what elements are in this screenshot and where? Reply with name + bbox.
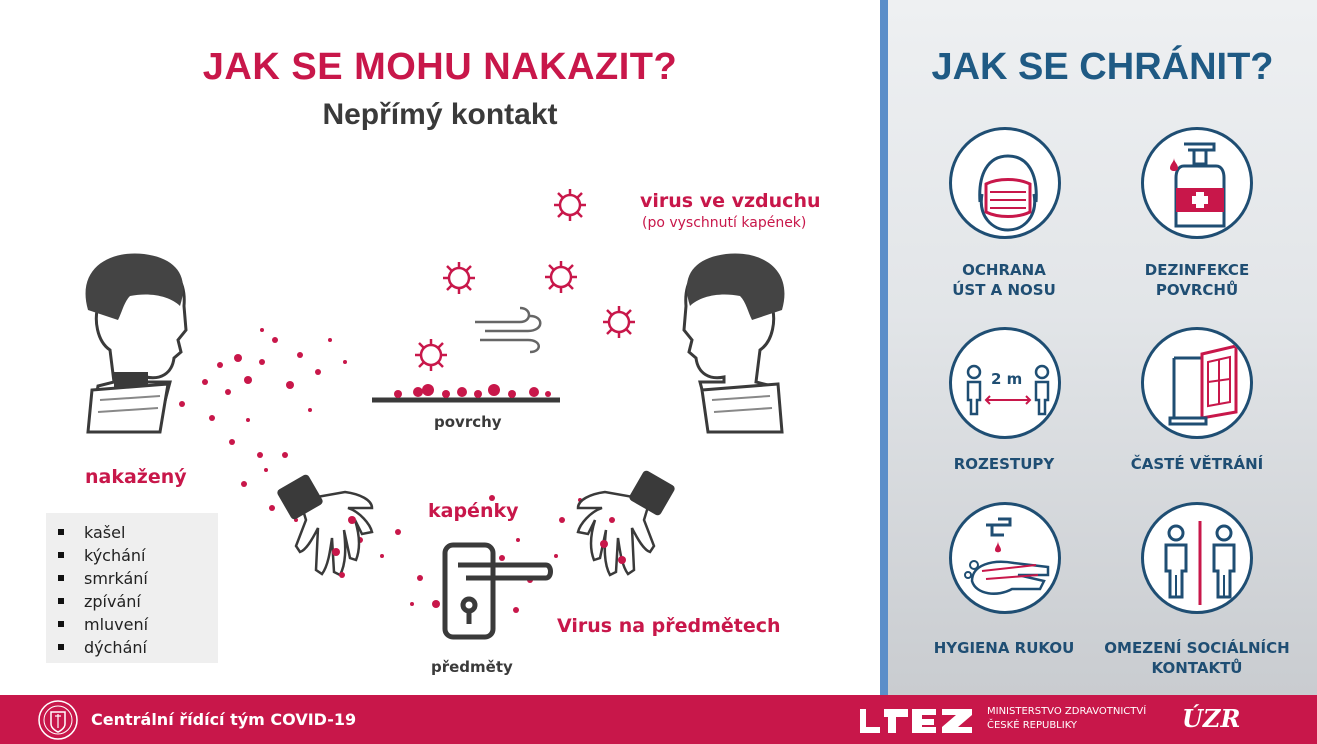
list-item: zpívání	[58, 590, 218, 613]
protection-title: JAK SE CHRÁNIT?	[931, 46, 1274, 88]
distance-icon	[949, 327, 1061, 439]
social-contacts-label: OMEZENÍ SOCIÁLNÍCH KONTAKTŮ	[1104, 639, 1290, 677]
distance-value: 2 m	[991, 370, 1023, 388]
ventilation-label: ČASTÉ VĚTRÁNÍ	[1130, 455, 1264, 473]
distance-label: ROZESTUPY	[953, 455, 1055, 473]
list-item: kašel	[58, 521, 218, 544]
indirect-contact-subtitle: Nepřímý kontakt	[322, 98, 558, 131]
face-mask-icon	[949, 127, 1061, 239]
list-item: mluvení	[58, 613, 218, 636]
protection-panel	[888, 0, 1317, 695]
mask-label: OCHRANA ÚST A NOSU	[952, 261, 1056, 299]
virus-air-note: (po vyschnutí kapének)	[642, 215, 807, 231]
disinfectant-icon	[1141, 127, 1253, 239]
infection-title: JAK SE MOHU NAKAZIT?	[202, 46, 678, 88]
handwash-icon	[949, 502, 1061, 614]
droplets-spray	[179, 328, 582, 613]
ministry-name	[987, 705, 1146, 733]
ministry-line2: ČESKÉ REPUBLIKY	[987, 720, 1078, 731]
virus-air-label: virus ve vzduchu	[640, 190, 821, 212]
list-item: kýchání	[58, 544, 218, 567]
social-distance-icon	[1141, 502, 1253, 614]
person-icon	[684, 253, 784, 432]
disinfection-label: DEZINFEKCE POVRCHŮ	[1144, 261, 1250, 299]
state-emblem-icon	[36, 698, 80, 742]
mzcr-logo-icon	[860, 705, 975, 735]
door-handle-icon	[445, 545, 551, 637]
team-name: Centrální řídící tým COVID-19	[91, 710, 357, 729]
objects-label: předměty	[431, 658, 513, 676]
uzr-logo: ÚZR	[1182, 704, 1241, 733]
symptoms-list	[46, 513, 218, 663]
virus-objects-label: Virus na předmětech	[557, 615, 781, 637]
infected-label: nakažený	[85, 466, 187, 488]
window-icon	[1141, 327, 1253, 439]
wind-icon	[475, 308, 540, 352]
surface-icon	[372, 384, 560, 400]
surfaces-label: povrchy	[434, 413, 502, 431]
list-item: smrkání	[58, 567, 218, 590]
virus-icon	[415, 189, 635, 371]
left-hand-icon	[276, 473, 372, 575]
handwash-label: HYGIENA RUKOU	[933, 639, 1075, 657]
infected-person-icon	[86, 253, 186, 432]
list-item: dýchání	[58, 636, 218, 659]
footer-bar	[0, 695, 1317, 744]
right-hand-icon	[578, 469, 676, 575]
panel-divider	[880, 0, 888, 695]
droplets-label: kapénky	[428, 500, 519, 522]
ministry-line1: MINISTERSTVO ZDRAVOTNICTVÍ	[987, 706, 1147, 717]
